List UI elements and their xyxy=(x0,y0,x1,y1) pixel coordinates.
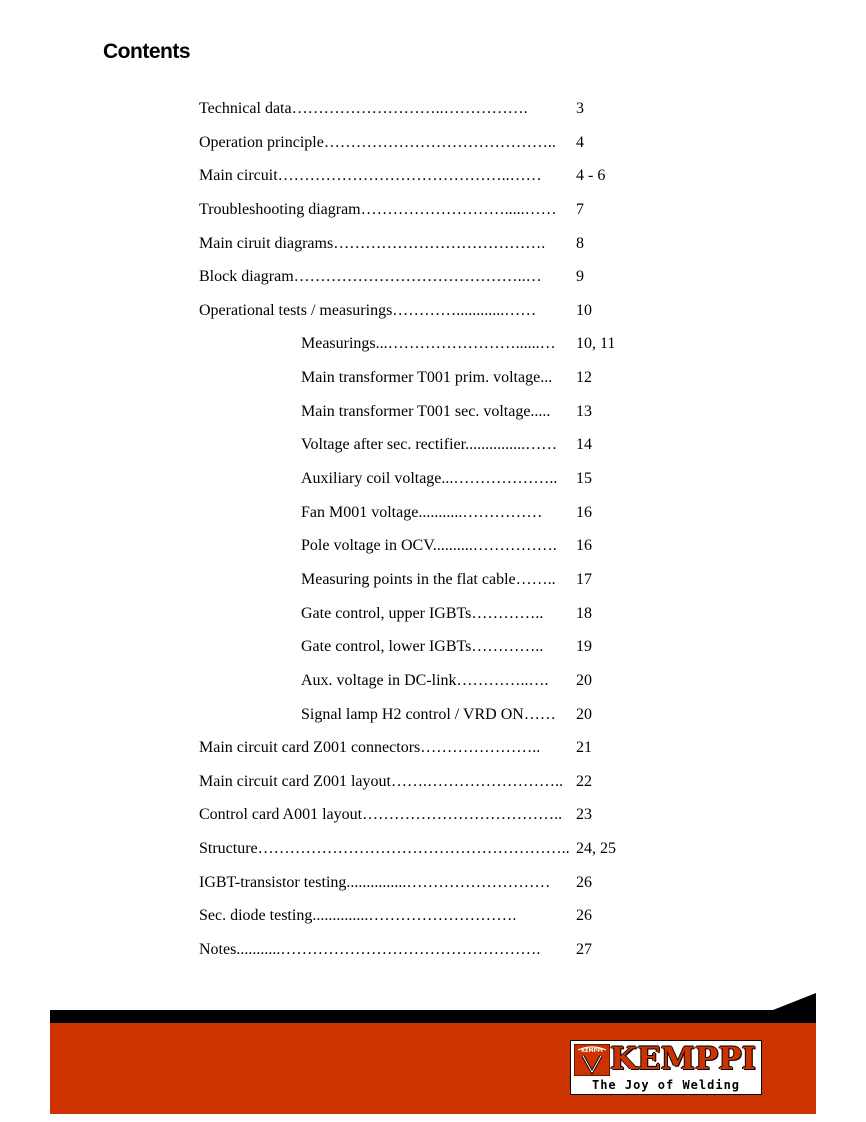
toc-entry xyxy=(301,403,550,421)
toc-entry-title: Technical data xyxy=(199,100,292,117)
toc-entry-leader: …….. xyxy=(515,570,556,588)
toc-entry-page-cell xyxy=(576,739,592,757)
toc-entry xyxy=(301,672,549,690)
toc-entry-title: Voltage after sec. rectifier xyxy=(301,436,466,454)
toc-entry xyxy=(301,470,557,488)
toc-entry-page: 20 xyxy=(576,705,592,723)
toc-entry xyxy=(301,638,543,656)
toc-entry-page: 15 xyxy=(576,470,592,488)
toc-entry-title: Main circuit xyxy=(199,167,278,185)
toc-entry xyxy=(301,436,557,454)
toc-entry-page-cell xyxy=(576,134,584,152)
toc-entry-leader: ...........…………………………………………. xyxy=(236,941,541,958)
toc-entry-page-cell xyxy=(576,369,592,387)
toc-entry-page: 8 xyxy=(576,234,584,252)
toc-entry-title: Block diagram xyxy=(199,268,294,286)
toc-entry-leader: ...……………………......… xyxy=(375,335,556,353)
toc-entry xyxy=(199,268,542,286)
toc-entry-title: Operational tests / measurings xyxy=(199,301,393,319)
toc-entry-leader: ..... xyxy=(530,402,551,420)
toc-entry-leader: …………………………………. xyxy=(333,234,546,252)
toc-entry-title: Measurings xyxy=(301,335,376,353)
toc-entry xyxy=(199,941,540,959)
toc-entry-page-cell xyxy=(576,504,592,522)
toc-entry-leader: ………….. xyxy=(471,638,544,656)
toc-entry-page: 16 xyxy=(576,537,592,555)
toc-entry-page-cell xyxy=(576,672,592,690)
toc-entry-leader: ………………………..……………. xyxy=(291,100,528,117)
toc-entry-page: 4 xyxy=(576,133,584,151)
toc-entry-page: 21 xyxy=(576,739,592,757)
toc-entry-leader: ……………………….....…… xyxy=(360,200,557,218)
toc-entry xyxy=(199,773,563,791)
toc-entry-title: Aux. voltage in DC-link xyxy=(301,671,457,689)
toc-entry-title: Main transformer T001 prim. voltage xyxy=(301,369,541,387)
toc-entry-title: Sec. diode testing xyxy=(199,907,313,925)
toc-entry xyxy=(301,369,552,387)
toc-entry-page: 10, 11 xyxy=(576,335,616,353)
toc-entry-page: 9 xyxy=(576,268,584,286)
toc-entry-title: Fan M001 voltage xyxy=(301,503,419,521)
toc-entry-title: Pole voltage in OCV xyxy=(301,537,433,555)
toc-entry xyxy=(199,806,562,824)
toc-entry-page: 23 xyxy=(576,806,592,824)
toc-entry-page-cell xyxy=(576,268,584,286)
toc-entry-leader: …… xyxy=(523,705,556,723)
toc-entry-page: 12 xyxy=(576,369,592,387)
toc-entry-page: 20 xyxy=(576,671,592,689)
toc-entry-title: Main ciruit diagrams xyxy=(199,234,334,252)
toc-entry-page-cell xyxy=(576,571,592,589)
toc-entry-leader: ... xyxy=(540,369,553,387)
toc-entry-title: Gate control, upper IGBTs xyxy=(301,604,472,622)
toc-entry-page: 22 xyxy=(576,772,592,790)
toc-entry xyxy=(199,874,550,892)
toc-entry-page: 24, 25 xyxy=(576,840,616,858)
toc-entry-title: Structure xyxy=(199,840,258,858)
toc-entry-page-cell xyxy=(576,470,592,488)
toc-entry-title: IGBT-transistor testing xyxy=(199,873,347,891)
toc-entry-page-cell xyxy=(576,235,584,253)
toc-entry-leader: ………………………………………………….. xyxy=(257,840,570,858)
toc-entry xyxy=(301,504,542,522)
toc-entry-page: 18 xyxy=(576,604,592,622)
toc-entry xyxy=(199,100,528,118)
toc-entry-leader: ...............……………………… xyxy=(346,873,551,891)
toc-entry-page-cell xyxy=(576,638,592,656)
toc-entry-leader: ..............………………………. xyxy=(312,907,517,925)
toc-entry-leader: ...........…………… xyxy=(418,503,543,521)
toc-entry-title: Gate control, lower IGBTs xyxy=(301,638,472,656)
page-title: Contents xyxy=(103,40,190,63)
toc-entry-leader: ..........……………. xyxy=(432,537,557,555)
toc-entry xyxy=(199,235,545,253)
toc-entry-title: Measuring points in the flat cable xyxy=(301,570,516,588)
toc-entry-page: 7 xyxy=(576,200,584,218)
toc-entry-title: Operation principle xyxy=(199,133,324,151)
toc-entry-leader: ……………………………………..… xyxy=(293,268,542,286)
toc-entry-leader: …………............…… xyxy=(392,301,537,319)
toc-entry-page-cell xyxy=(576,907,592,925)
toc-entry-leader: ...……………….. xyxy=(441,470,558,488)
toc-entry-title: Main circuit card Z001 connectors xyxy=(199,739,421,757)
toc-entry-leader: …………..…. xyxy=(456,671,549,689)
toc-entry-title: Main circuit card Z001 layout xyxy=(199,772,391,790)
toc-entry-page-cell xyxy=(576,706,592,724)
footer-stripe xyxy=(50,1010,790,1023)
toc-entry-page: 14 xyxy=(576,436,592,454)
toc-entry-page: 26 xyxy=(576,873,592,891)
toc-entry-title: Notes xyxy=(199,941,237,958)
toc-entry-page-cell xyxy=(576,840,616,858)
toc-entry-page-cell xyxy=(576,100,584,118)
brand-wordmark: KEMPPI xyxy=(610,1041,757,1077)
toc-entry xyxy=(199,840,570,858)
shield-emblem-icon xyxy=(574,1044,610,1076)
toc-entry-page-cell xyxy=(576,302,592,320)
toc-entry-page-cell xyxy=(576,335,615,353)
toc-entry-page-cell xyxy=(576,167,605,185)
toc-entry-page-cell xyxy=(576,605,592,623)
toc-entry-page-cell xyxy=(576,436,592,454)
toc-entry-page: 26 xyxy=(576,907,592,925)
toc-entry-leader: ...............…… xyxy=(465,436,558,454)
toc-entry-page-cell xyxy=(576,403,592,421)
toc-entry-page-cell xyxy=(576,874,592,892)
toc-entry xyxy=(301,335,556,353)
toc-entry-page: 27 xyxy=(576,941,592,958)
toc-entry-title: Control card A001 layout xyxy=(199,806,363,824)
toc-entry-page-cell xyxy=(576,941,592,959)
toc-entry-page: 10 xyxy=(576,301,592,319)
toc-entry-page-cell xyxy=(576,201,584,219)
toc-entry-leader: ………….. xyxy=(471,604,544,622)
toc-entry xyxy=(199,302,536,320)
toc-entry-title: Signal lamp H2 control / VRD ON xyxy=(301,705,524,723)
svg-text:KEMPPI: KEMPPI xyxy=(581,1048,603,1054)
toc-entry-title: Auxiliary coil voltage xyxy=(301,470,442,488)
toc-entry-leader: ……………………………….. xyxy=(362,806,563,824)
toc-entry xyxy=(199,201,557,219)
toc-entry-page-cell xyxy=(576,537,592,555)
toc-entry-page: 19 xyxy=(576,638,592,656)
toc-entry-leader: ………………….. xyxy=(420,739,541,757)
toc-entry xyxy=(301,706,556,724)
toc-entry xyxy=(199,907,516,925)
toc-entry-leader: …………………………………….. xyxy=(323,133,556,151)
toc-entry xyxy=(199,167,542,185)
toc-entry-page: 4 - 6 xyxy=(576,167,606,185)
brand-tagline: The Joy of Welding xyxy=(591,1078,741,1092)
toc-entry-title: Main transformer T001 sec. voltage xyxy=(301,402,531,420)
toc-entry-page-cell xyxy=(576,806,592,824)
toc-entry-leader: …….…………………….. xyxy=(390,772,563,790)
toc-entry-page: 17 xyxy=(576,570,592,588)
toc-entry-page: 16 xyxy=(576,503,592,521)
toc-entry xyxy=(301,605,543,623)
toc-entry-page: 3 xyxy=(576,100,584,117)
toc-entry-page-cell xyxy=(576,773,592,791)
toc-entry-leader: ……………………………………..…… xyxy=(277,167,542,185)
toc-entry xyxy=(199,134,556,152)
brand-logo xyxy=(570,1040,762,1095)
toc-entry xyxy=(199,739,540,757)
toc-entry-title: Troubleshooting diagram xyxy=(199,200,361,218)
toc-entry xyxy=(301,537,557,555)
toc-entry-page: 13 xyxy=(576,402,592,420)
toc-entry xyxy=(301,571,556,589)
